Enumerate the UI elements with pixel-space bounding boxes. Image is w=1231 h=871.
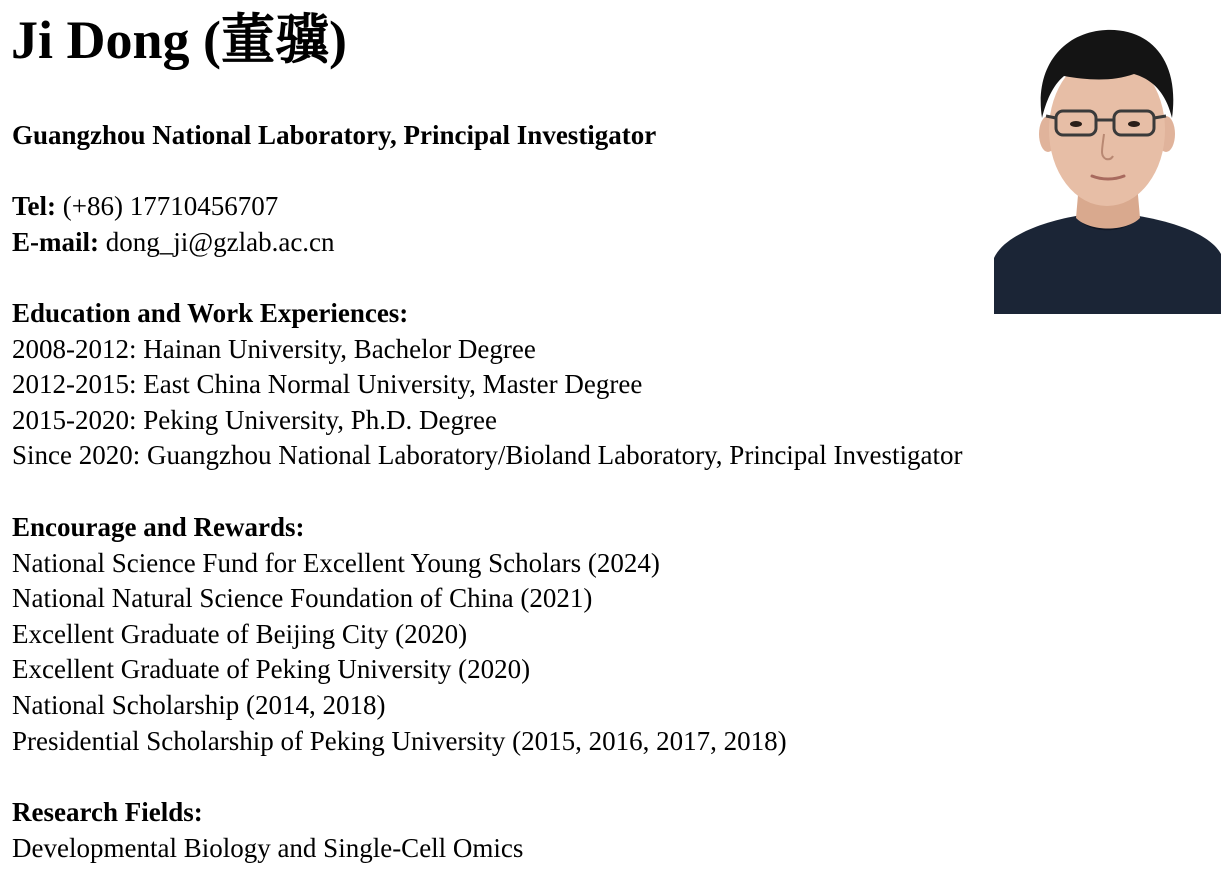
research-item: Developmental Biology and Single-Cell Omics	[12, 832, 524, 863]
reward-item: Excellent Graduate of Beijing City (2020)	[12, 618, 468, 649]
portrait-illustration	[994, 22, 1221, 314]
tel-line	[12, 188, 335, 224]
email-line	[12, 224, 335, 260]
shirt-shape	[994, 216, 1221, 314]
email-label: E-mail:	[12, 227, 99, 257]
education-heading: Education and Work Experiences:	[12, 298, 409, 328]
research-heading: Research Fields:	[12, 797, 203, 827]
person-name: Ji Dong (董骥)	[11, 10, 347, 70]
affiliation-title: Guangzhou National Laboratory, Principal Investigator	[12, 120, 657, 150]
education-item: 2015-2020: Peking University, Ph.D. Degree	[12, 404, 497, 435]
education-item: 2008-2012: Hainan University, Bachelor Degree	[12, 333, 536, 364]
education-item: Since 2020: Guangzhou National Laboratory/Bioland Laboratory, Principal Investigator	[12, 440, 963, 471]
rewards-section	[12, 510, 787, 759]
rewards-heading: Encourage and Rewards:	[12, 512, 305, 542]
reward-item: Presidential Scholarship of Peking University (2015, 2016, 2017, 2018)	[12, 725, 787, 756]
reward-item: Excellent Graduate of Peking University (2020)	[12, 654, 531, 685]
reward-item: National Scholarship (2014, 2018)	[12, 689, 386, 720]
research-section	[12, 795, 523, 866]
reward-item: National Natural Science Foundation of China (2021)	[12, 583, 593, 614]
tel-label: Tel:	[12, 191, 57, 221]
profile-photo	[994, 22, 1221, 314]
education-item: 2012-2015: East China Normal University, Master Degree	[12, 369, 643, 400]
email-value: dong_ji@gzlab.ac.cn	[99, 227, 335, 257]
reward-item: National Science Fund for Excellent Young Scholars (2024)	[12, 547, 660, 578]
tel-value: (+86) 17710456707	[56, 191, 279, 221]
education-section	[12, 296, 963, 474]
contact-block	[12, 188, 335, 260]
